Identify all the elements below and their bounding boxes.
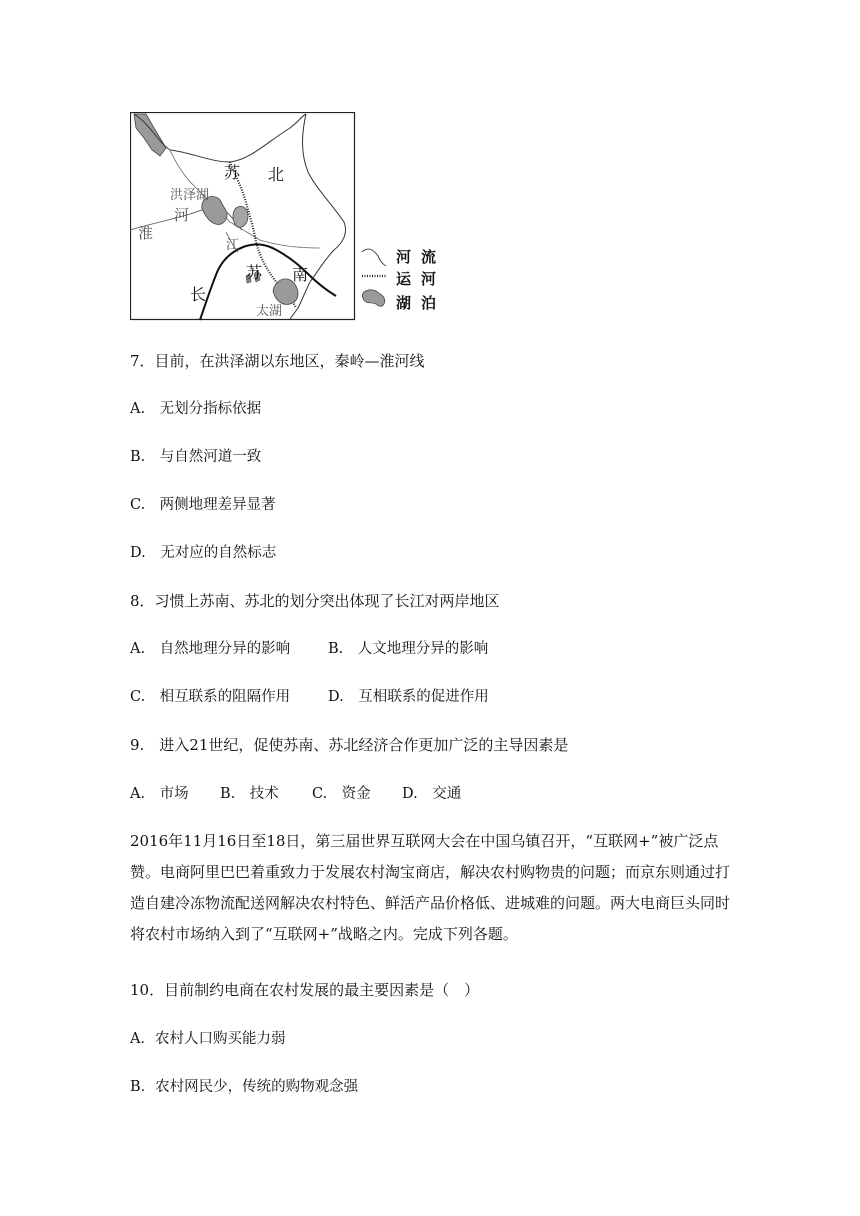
legend-lake-label: 湖泊	[396, 294, 447, 312]
label-huai: 淮	[138, 224, 154, 242]
q7-stem: 7．目前，在洪泽湖以东地区，秦岭—淮河线	[130, 352, 425, 370]
passage-line-3: 造自建冷冻物流配送网解决农村特色、鲜活产品价格低、进城难的问题。两大电商巨头同时	[130, 894, 731, 912]
label-taihu: 太湖	[256, 304, 283, 319]
q10-option-a: A．农村人口购买能力弱	[130, 1031, 286, 1047]
q7-option-a: A. 无划分指标依据	[130, 401, 262, 417]
q7-option-b: B. 与自然河道一致	[130, 449, 262, 465]
q10-stem: 10．目前制约电商在农村发展的最主要因素是（ ）	[130, 981, 480, 999]
label-sunan-1: 苏	[246, 263, 263, 282]
label-hongze: 洪泽湖	[170, 188, 210, 203]
small-lake	[233, 206, 248, 227]
q8-option-b: B. 人文地理分异的影响	[328, 641, 489, 657]
label-subei-2: 北	[268, 165, 285, 184]
q9-option-c: C. 资金	[312, 786, 371, 802]
q8-option-c: C. 相互联系的阻隔作用	[130, 689, 291, 705]
label-jiang: 江	[226, 238, 240, 253]
passage	[130, 826, 745, 950]
passage-line-1: 2016年11月16日至18日，第三届世界互联网大会在中国乌镇召开，“互联网+”被广泛点	[130, 832, 719, 850]
q9-option-b: B. 技术	[220, 786, 279, 802]
q8-option-a: A. 自然地理分异的影响	[130, 641, 291, 657]
legend-river-symbol	[362, 249, 386, 266]
q10-option-b: B．农村网民少，传统的购物观念强	[130, 1079, 359, 1095]
q9-option-a: A. 市场	[130, 786, 189, 802]
label-chang: 长	[190, 285, 207, 304]
q9-option-d: D. 交通	[402, 786, 462, 802]
passage-line-2: 赞。电商阿里巴巴着重致力于发展农村淘宝商店，解决农村购物贵的问题；而京东则通过打	[130, 863, 731, 881]
q8-option-d: D. 互相联系的促进作用	[328, 689, 489, 705]
legend-canal-label: 运河	[396, 270, 447, 288]
label-subei-1: 苏	[224, 163, 241, 182]
legend-lake-symbol	[363, 290, 385, 306]
q7-option-d: D. 无对应的自然标志	[130, 545, 277, 561]
q7-option-c: C. 两侧地理差异显著	[130, 497, 276, 513]
legend-river-label: 河流	[396, 248, 447, 266]
q9-stem: 9. 进入21世纪，促使苏南、苏北经济合作更加广泛的主导因素是	[130, 736, 569, 754]
passage-line-4: 将农村市场纳入到了“互联网+”战略之内。完成下列各题。	[130, 925, 518, 943]
q8-stem: 8．习惯上苏南、苏北的划分突出体现了长江对两岸地区	[130, 592, 500, 610]
label-he: 河	[174, 206, 190, 224]
map-figure	[130, 112, 450, 322]
label-sunan-2: 南	[292, 265, 309, 284]
